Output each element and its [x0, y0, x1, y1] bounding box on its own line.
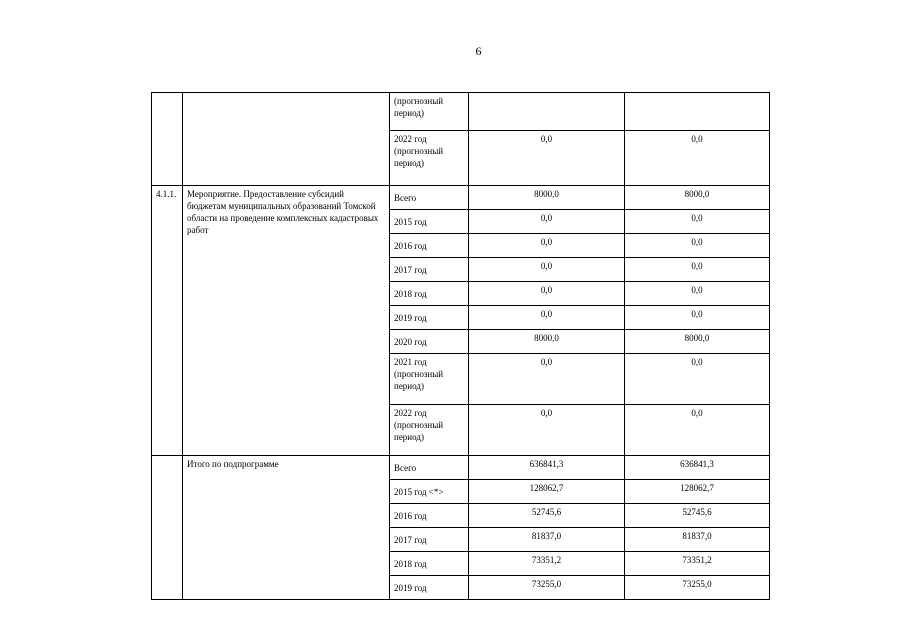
amount-total-cell: 8000,0 — [469, 330, 625, 354]
amount-total-cell: 0,0 — [469, 210, 625, 234]
amount-budget-cell: 73255,0 — [625, 576, 770, 600]
amount-budget-cell: 0,0 — [625, 405, 770, 456]
amount-total-cell: 73351,2 — [469, 552, 625, 576]
year-cell: 2016 год — [390, 234, 469, 258]
page-number: 6 — [475, 44, 482, 58]
amount-budget-cell: 0,0 — [625, 131, 770, 186]
table-row — [152, 456, 770, 480]
table-row — [152, 186, 770, 210]
year-cell: 2018 год — [390, 282, 469, 306]
amount-budget-cell — [625, 93, 770, 131]
item-description-cell: Мероприятие. Предоставление субсидий бюджетам муниципальных образований Томской области на проведение комплексных кадастровых работ — [183, 186, 390, 456]
item-number-cell: 4.1.1. — [152, 186, 183, 456]
table-row — [152, 93, 770, 131]
amount-budget-cell: 0,0 — [625, 258, 770, 282]
amount-budget-cell: 0,0 — [625, 234, 770, 258]
year-cell: 2021 год (прогнозный период) — [390, 354, 469, 405]
year-cell: 2022 год (прогнозный период) — [390, 131, 469, 186]
amount-budget-cell: 0,0 — [625, 282, 770, 306]
year-cell: 2020 год — [390, 330, 469, 354]
year-cell: 2019 год — [390, 306, 469, 330]
year-cell: 2022 год (прогнозный период) — [390, 405, 469, 456]
item-number-cell — [152, 93, 183, 186]
amount-budget-cell: 8000,0 — [625, 186, 770, 210]
budget-table — [151, 92, 770, 600]
amount-total-cell: 8000,0 — [469, 186, 625, 210]
year-cell: 2016 год — [390, 504, 469, 528]
amount-budget-cell: 0,0 — [625, 306, 770, 330]
amount-total-cell: 0,0 — [469, 354, 625, 405]
item-number-cell — [152, 456, 183, 600]
amount-budget-cell: 636841,3 — [625, 456, 770, 480]
year-cell: 2017 год — [390, 528, 469, 552]
year-cell: 2019 год — [390, 576, 469, 600]
table-body — [152, 93, 770, 600]
item-description-cell — [183, 93, 390, 186]
amount-total-cell: 0,0 — [469, 282, 625, 306]
amount-total-cell: 81837,0 — [469, 528, 625, 552]
amount-budget-cell: 73351,2 — [625, 552, 770, 576]
year-cell: Всего — [390, 186, 469, 210]
amount-budget-cell: 128062,7 — [625, 480, 770, 504]
amount-total-cell: 73255,0 — [469, 576, 625, 600]
amount-budget-cell: 52745,6 — [625, 504, 770, 528]
amount-total-cell: 636841,3 — [469, 456, 625, 480]
amount-total-cell — [469, 93, 625, 131]
amount-total-cell: 128062,7 — [469, 480, 625, 504]
year-cell: 2018 год — [390, 552, 469, 576]
amount-total-cell: 0,0 — [469, 234, 625, 258]
amount-total-cell: 0,0 — [469, 258, 625, 282]
year-cell: 2017 год — [390, 258, 469, 282]
amount-total-cell: 0,0 — [469, 131, 625, 186]
amount-budget-cell: 81837,0 — [625, 528, 770, 552]
amount-budget-cell: 0,0 — [625, 210, 770, 234]
year-cell: 2015 год <*> — [390, 480, 469, 504]
year-cell: (прогнозный период) — [390, 93, 469, 131]
amount-budget-cell: 0,0 — [625, 354, 770, 405]
item-description-cell: Итого по подпрограмме — [183, 456, 390, 600]
year-cell: Всего — [390, 456, 469, 480]
amount-total-cell: 0,0 — [469, 306, 625, 330]
amount-total-cell: 52745,6 — [469, 504, 625, 528]
amount-budget-cell: 8000,0 — [625, 330, 770, 354]
amount-total-cell: 0,0 — [469, 405, 625, 456]
year-cell: 2015 год — [390, 210, 469, 234]
